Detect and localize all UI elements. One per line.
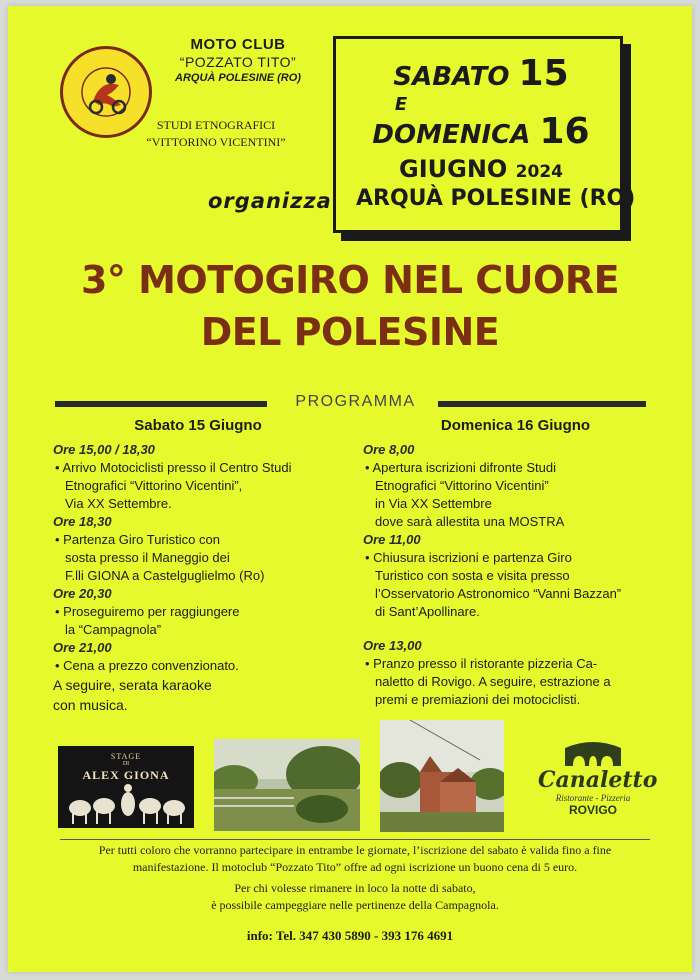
domenica-time-3: Ore 13,00 [363,638,422,653]
domenica-day: 16 [539,111,590,152]
date-domenica [336,111,626,152]
headline-line1: 3° MOTOGIRO NEL CUORE [80,258,620,302]
sabato-item-3-line1: • Proseguiremo per raggiungere [55,604,240,619]
club-place: ARQUÀ POLESINE (RO) [175,72,301,84]
sabato-program [53,417,343,715]
campagnola-photo [214,739,360,831]
domenica-item-2-line2: Turistico con sosta e visita presso [375,568,570,583]
domenica-item-1-line2: Etnografici “Vittorino Vicentini” [375,478,549,493]
domenica-item-3-line1: • Pranzo presso il ristorante pizzeria Ca- [365,656,598,671]
domenica-item-2-line4: di Sant’Apollinare. [375,604,480,619]
sabato-label: SABATO [393,62,510,92]
sabato-item-4-line1: • Cena a prezzo convenzionato. [55,658,239,673]
canaletto-subtitle: Ristorante - Pizzeria [555,793,631,803]
canaletto-name: Canaletto [538,767,658,793]
stage-name: ALEX GIONA [82,768,170,782]
month-label: GIUGNO [399,155,508,183]
sabato-time-1: Ore 15,00 / 18,30 [53,442,155,457]
domenica-item-3-line2: naletto di Rovigo. A seguire, estrazione a [375,674,611,689]
domenica-item-2-line1: • Chiusura iscrizioni e partenza Giro [365,550,572,565]
sabato-item-1-line1: • Arrivo Motociclisti presso il Centro Studi [55,460,292,475]
stage-label: STAGE [110,752,142,761]
studi-etnografici [116,117,316,151]
programma-title: PROGRAMMA [295,393,416,410]
date-sabato [336,53,626,94]
domenica-time-1: Ore 8,00 [363,442,415,457]
footer-note-line1: Per tutti coloro che vorranno partecipare in entrambe le giornate, l’iscrizione del sabato è valida fino a fine [98,843,612,857]
sabato-item-1-line2: Etnografici “Vittorino Vicentini”, [65,478,243,493]
date-e: E [394,94,408,115]
club-name: “POZZATO TITO” [179,54,297,70]
footer-note-line2: manifestazione. Il motoclub “Pozzato Tito” offre ad ogni iscrizione un buono cena di 5 euro. [132,860,578,874]
date-month [336,155,626,183]
event-poster [8,6,692,972]
sabato-time-3: Ore 20,30 [53,586,112,601]
domenica-item-3-line3: premi e premiazioni dei motociclisti. [375,692,581,707]
moto-club-heading [138,36,338,84]
osservatorio-photo [380,720,504,832]
canaletto-city: ROVIGO [568,803,617,817]
sabato-item-4-line2: A seguire, serata karaoke [53,677,212,693]
studi-line1: STUDI ETNOGRAFICI [156,118,276,132]
club-title: MOTO CLUB [190,36,286,53]
footer-note-line4: è possibile campeggiare nelle pertinenze della Campagnola. [211,898,499,912]
canaletto-logo [538,738,658,828]
sabato-item-1-line3: Via XX Settembre. [65,496,172,511]
domenica-item-1-line4: dove sarà allestita una MOSTRA [375,514,565,529]
footer-note-line3: Per chi volesse rimanere in loco la notte di sabato, [234,881,476,895]
sabato-heading: Sabato 15 Giugno [134,417,262,434]
bridge-arches-icon [563,738,623,768]
footer-divider [60,839,650,840]
programma-bar-left [55,401,267,407]
white-horses-image [58,746,194,828]
year-label: 2024 [515,162,563,182]
sabato-time-2: Ore 18,30 [53,514,112,529]
contact-info: info: Tel. 347 430 5890 - 393 176 4691 [246,928,454,943]
domenica-program [363,417,668,709]
organizza-label: organizza [208,189,332,213]
domenica-item-1-line1: • Apertura iscrizioni difronte Studi [365,460,556,475]
sabato-item-3-line2: la “Campagnola” [65,622,162,637]
observatory-building-image [380,720,504,832]
stage-di: DI [122,761,130,767]
sabato-item-2-line3: F.lli GIONA a Castelguglielmo (Ro) [65,568,265,583]
event-place: ARQUÀ POLESINE (RO) [356,186,636,211]
domenica-label: DOMENICA [372,120,531,150]
domenica-item-2-line3: l’Osservatorio Astronomico “Vanni Bazzan” [375,586,622,601]
sabato-item-2-line1: • Partenza Giro Turistico con [55,532,220,547]
domenica-item-1-line3: in Via XX Settembre [375,496,492,511]
domenica-time-2: Ore 11,00 [363,532,421,547]
programma-bar-right [438,401,646,407]
studi-line2: “VITTORINO VICENTINI” [146,135,286,149]
domenica-heading: Domenica 16 Giugno [440,417,591,434]
sabato-day: 15 [518,53,569,94]
headline-line2: DEL POLESINE [200,310,500,354]
stage-alex-giona-photo [58,746,194,828]
sabato-time-4: Ore 21,00 [53,640,112,655]
sabato-item-4-line3: con musica. [53,697,128,713]
sabato-item-2-line2: sosta presso il Maneggio dei [65,550,230,565]
countryside-image [214,739,360,831]
